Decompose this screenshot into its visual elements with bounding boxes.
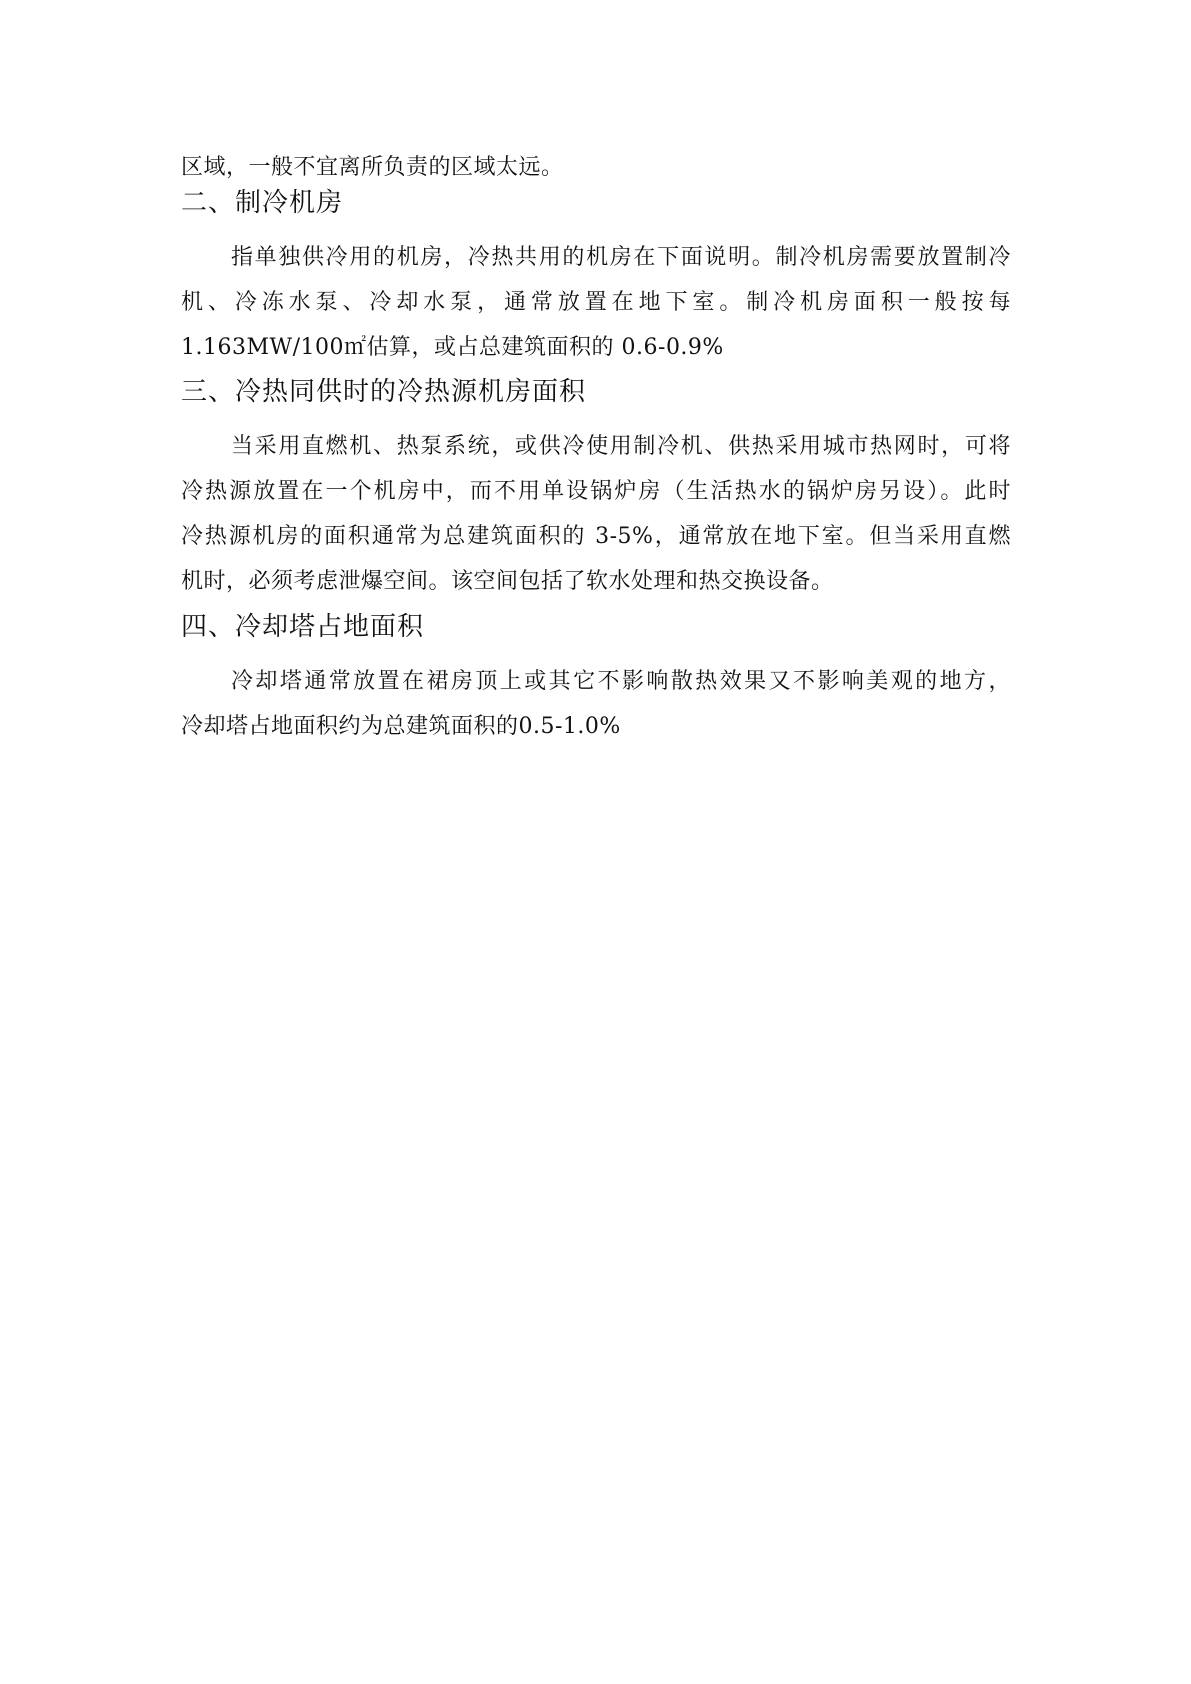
paragraph-line: 冷却塔通常放置在裙房顶上或其它不影响散热效果又不影响美观的地方， [231,669,1011,694]
paragraph-line: 冷却塔占地面积约为总建筑面积的0.5-1.0% [181,714,621,739]
paragraph-line: 冷热源机房的面积通常为总建筑面积的 3-5%，通常放在地下室。但当采用直燃 [181,524,1011,549]
section-heading-cooling-tower: 四、冷却塔占地面积 [181,612,425,642]
paragraph-line: 当采用直燃机、热泵系统，或供冷使用制冷机、供热采用城市热网时，可将 [231,434,1011,459]
intro-text-line: 区域，一般不宜离所负责的区域太远。 [181,155,564,180]
paragraph-line: 冷热源放置在一个机房中，而不用单设锅炉房（生活热水的锅炉房另设）。此时 [181,479,1011,504]
paragraph-line: 指单独供冷用的机房，冷热共用的机房在下面说明。制冷机房需要放置制冷 [231,245,1011,270]
paragraph-line: 机时，必须考虑泄爆空间。该空间包括了软水处理和热交换设备。 [181,569,834,594]
paragraph-line: 机、冷冻水泵、冷却水泵，通常放置在地下室。制冷机房面积一般按每 [181,290,1011,315]
section-heading-combined-source-room: 三、冷热同供时的冷热源机房面积 [181,377,587,407]
section-heading-refrigeration-room: 二、制冷机房 [181,188,344,218]
paragraph-line: 1.163MW/100㎡估算，或占总建筑面积的 0.6-0.9% [181,335,724,360]
